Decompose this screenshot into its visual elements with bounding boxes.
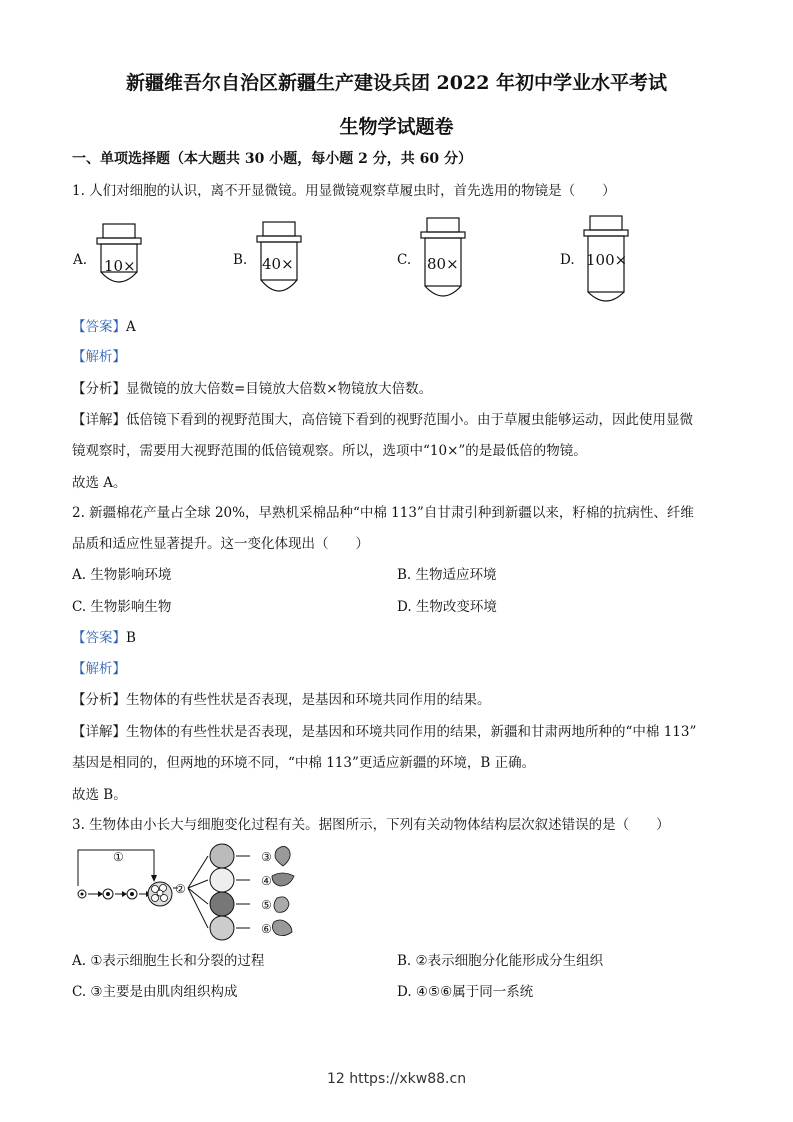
q3-option-d: D. ④⑤⑥属于同一系统 [397,984,534,1000]
q1-option-a-mag: 10× [104,257,136,275]
q1-option-a-letter: A. [73,252,88,268]
diagram-label-2: ② [175,882,186,896]
q2-detail-line1: 生物体的有些性状是否表现，是基因和环境共同作用的结果，新疆和甘肃两地所种的“中棉 113” [126,724,697,740]
q2-answer: B [126,630,136,646]
detail-tag: 【详解】 [72,724,126,740]
q1-stem: 1. 人们对细胞的认识，离不开显微镜。用显微镜观察草履虫时，首先选用的物镜是（ ） [72,183,616,199]
diagram-label-5: ⑤ [261,898,272,912]
diagram-label-1: ① [113,850,124,864]
q1-choose: 故选 A。 [72,475,127,491]
diagram-label-4: ④ [261,874,272,888]
analysis-tag: 【分析】 [72,692,126,708]
q2-stem-line2: 品质和适应性显著提升。这一变化体现出（ ） [72,536,369,552]
q2-choose: 故选 B。 [72,787,127,803]
document-title: 新疆维吾尔自治区新疆生产建设兵团 2022 年初中学业水平考试 [125,72,668,94]
detail-tag: 【详解】 [72,412,126,428]
q3-stem: 3. 生物体由小长大与细胞变化过程有关。据图所示，下列有关动物体结构层次叙述错误的是（ ） [72,817,670,833]
analysis-tag: 【分析】 [72,381,126,397]
q2-answer-row [72,629,136,647]
q2-option-b: B. 生物适应环境 [397,567,497,583]
diagram-label-3: ③ [261,850,272,864]
diagram-label-6: ⑥ [261,922,272,936]
q1-answer-row [72,318,136,336]
q2-option-a: A. 生物影响环境 [72,567,172,583]
q1-detail-line2: 镜观察时，需要用大视野范围的低倍镜观察。所以，选项中“10×”的是最低倍的物镜。 [72,443,587,459]
q1-option-c-letter: C. [397,252,412,268]
q2-detail-line2: 基因是相同的，但两地的环境不同，“中棉 113”更适应新疆的环境，B 正确。 [72,755,536,771]
document-subtitle: 生物学试题卷 [339,116,454,138]
q3-option-c: C. ③主要是由肌肉组织构成 [72,984,238,1000]
q1-detail-line1: 低倍镜下看到的视野范围大，高倍镜下看到的视野范围小。由于草履虫能够运动，因此使用显微 [126,412,693,428]
q1-option-d-mag: 100× [586,251,628,269]
q1-option-c-mag: 80× [427,255,459,273]
q1-explain-tag: 【解析】 [72,349,126,365]
answer-tag: 【答案】 [72,630,126,646]
q1-option-b-mag: 40× [262,255,294,273]
q2-stem-line1: 2. 新疆棉花产量占全球 20%，早熟机采棉品种“中棉 113”自甘肃引种到新疆以来，籽棉的抗病性、纤维 [72,505,694,521]
q3-option-b: B. ②表示细胞分化能形成分生组织 [397,953,604,969]
q1-answer: A [126,319,136,335]
q2-detail-row [72,723,696,741]
q3-option-a: A. ①表示细胞生长和分裂的过程 [72,953,265,969]
section-heading: 一、单项选择题（本大题共 30 小题，每小题 2 分，共 60 分） [72,151,472,167]
q1-analysis-row [72,380,432,398]
q2-option-c: C. 生物影响生物 [72,599,172,615]
q1-analysis: 显微镜的放大倍数=目镜放大倍数×物镜放大倍数。 [126,381,433,397]
q1-option-b-letter: B. [233,252,248,268]
q2-analysis: 生物体的有些性状是否表现，是基因和环境共同作用的结果。 [126,692,491,708]
q1-option-d-letter: D. [560,252,575,268]
page-footer: 12 https://xkw88.cn [326,1071,467,1087]
q2-option-d: D. 生物改变环境 [397,599,497,615]
answer-tag: 【答案】 [72,319,126,335]
q2-explain-tag: 【解析】 [72,661,126,677]
cell-development-diagram [72,842,312,946]
q2-analysis-row [72,691,491,709]
q1-detail-row [72,411,693,429]
